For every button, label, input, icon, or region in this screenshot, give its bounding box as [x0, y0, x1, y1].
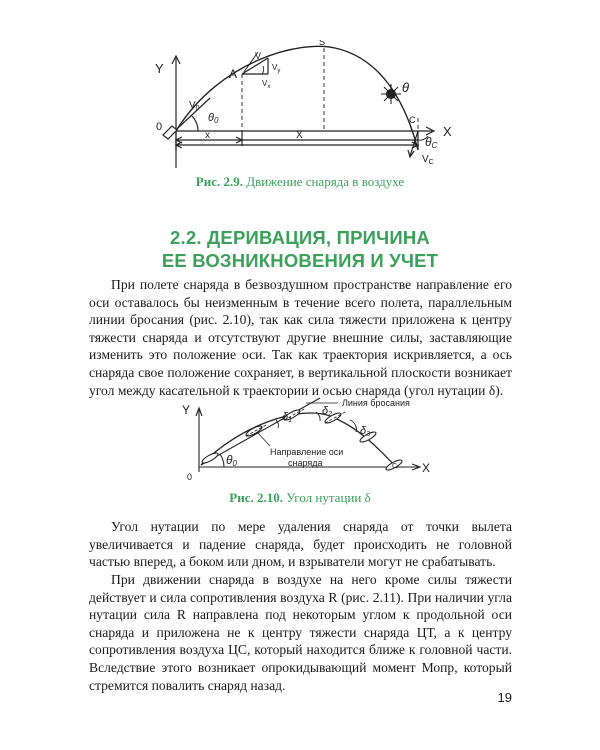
fig2-axis-dir-label-2: снаряда [288, 458, 323, 468]
figure-2-caption-number: Рис. 2.10. [229, 490, 283, 505]
fig2-theta0-arc [220, 454, 224, 467]
fig2-delta3: δ3 [360, 425, 371, 438]
fig2-point-c: C [392, 463, 398, 470]
fig2-theta0: θ0 [226, 453, 237, 468]
fig1-vy: $V_y$ [272, 63, 281, 74]
paragraph-3: При движении снаряда в воздухе на него кроме силы тяжести действует и сила сопротивления воздуха R (рис. 2.11). При наличии угла нутации сила R направлена под некоторым углом к продольной оси снаряда и приложена не к центру тяжести снаряда ЦТ, а к центру сопротивления воздуха ЦС, который находится ближе к головной части. Вследствие этого возникает опрокидывающий момент Мопр, который стремится повалить снаряд назад. [89, 572, 512, 693]
section-heading [0, 226, 600, 272]
figure-1-caption-number: Рис. 2.9. [195, 174, 243, 189]
fig1-point-c: C [409, 115, 416, 125]
gun-barrel [163, 126, 177, 139]
fig2-delta2: δ2 [322, 405, 333, 418]
section-heading-line-2: ЕЕ ВОЗНИКНОВЕНИЯ И УЧЕТ [161, 250, 439, 271]
fig2-origin-label: 0 [187, 472, 193, 482]
trajectory-diagram [0, 40, 600, 170]
figure-trajectory [0, 40, 600, 170]
figure-1-caption [0, 174, 600, 190]
fig1-vx: $V_x$ [262, 79, 271, 90]
shell-burst [381, 84, 401, 104]
fig2-delta1: δ1 [282, 411, 293, 424]
fig1-point-s: S [319, 40, 326, 47]
fig2-y-label: Y [182, 403, 191, 417]
paragraph-1: При полете снаряда в безвоздушном пространстве направление его оси оставалось бы неизменным в течение всего полета, параллельным линии бросания (рис. 2.10), так как сила тяжести приложена к центру тяжести снаряда и отсутствуют другие внешние силы, заставляющие изменить это положение оси. Так как траектория искривляется, а ось снаряда свое положение сохраняет, в вертикальной плоскости возникает угол между касательной к траектории и осью снаряда (угол нутации δ). [89, 277, 512, 398]
fig1-theta-c: θC [425, 135, 438, 150]
fig1-v0: $V_0$ [189, 100, 200, 112]
axis-direction-leader [258, 433, 270, 446]
fig1-v: V [255, 51, 262, 61]
fig1-theta0: θ0 [208, 112, 219, 125]
fig1-x-big: X [296, 130, 303, 141]
section-heading-line-1: 2.2. ДЕРИВАЦИЯ, ПРИЧИНА [170, 227, 430, 248]
nutation-diagram [0, 396, 600, 486]
fig1-point-a: A [229, 67, 238, 81]
theta0-arc [192, 116, 198, 131]
paragraph-2: Угол нутации по мере удаления снаряда от точки вылета увеличивается и падение снаряда, будет происходить не головной частью вперед, а боком или дном, и взрыватели могут не срабатывать. [89, 519, 512, 570]
fig1-x-small: x [205, 130, 210, 141]
theta-arc-a [262, 66, 264, 74]
figure-nutation [0, 396, 600, 486]
figure-1-caption-text: Движение снаряда в воздухе [242, 174, 405, 189]
figure-2-caption-text: Угол нутации δ [283, 490, 371, 505]
fig2-x-label: X [422, 461, 431, 475]
fig1-theta: θ [402, 80, 410, 95]
fig1-vc: $V_C$ [422, 154, 434, 166]
fig1-origin-label: 0 [156, 121, 163, 133]
figure-2-caption [0, 490, 600, 506]
page-number: 19 [497, 690, 512, 705]
fig1-y-label: Y [155, 61, 164, 76]
fig1-x-label: X [443, 124, 452, 139]
fig2-line-of-throw-label: Линия бросания [342, 398, 410, 408]
fig2-axis-dir-label-1: Направление оси [270, 447, 344, 457]
